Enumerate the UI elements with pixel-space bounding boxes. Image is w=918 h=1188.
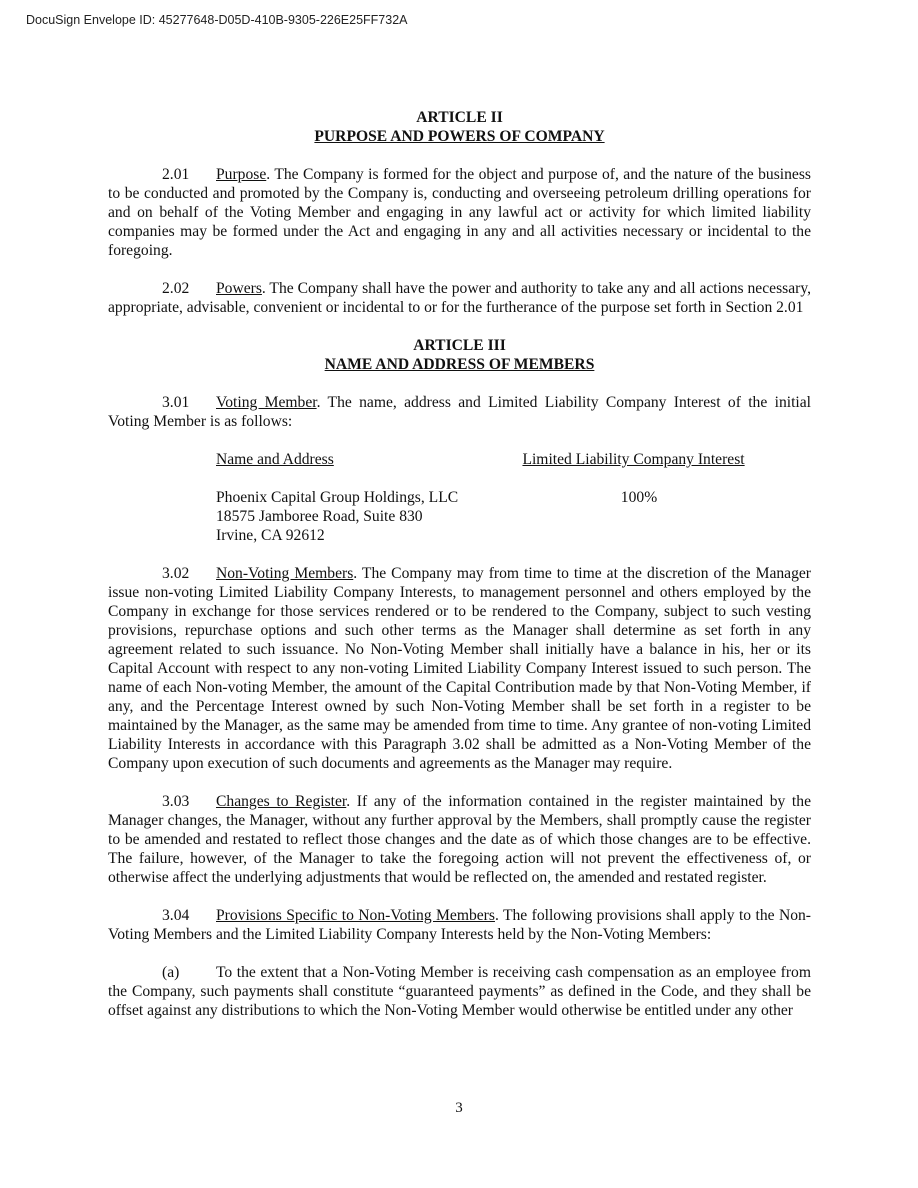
member-address-line2: Irvine, CA 92612 [216,527,325,544]
section-3-02: 3.02 Non-Voting Members. The Company may from time to time at the discretion of the Manager issue non-voting Limited Liability Company Interests, to management personnel and others employed by the Company in exchange for those services rendered or to be rendered to the Company, subject to such vesting provisions, repurchase options and such other terms as the Manager shall determine as set forth in any agreement related to such issuance. No Non-Voting Member shall initially have a balance in his, her or its Capital Account with respect to any non-voting Limited Liability Company Interest issued to such person. The name of each Non-voting Member, the amount of the Capital Contribution made by that Non-Voting Member, if any, and the Percentage Interest owned by such Non-Voting Member shall be set forth in a register to be maintained by the Manager, as the same may be amended from time to time. Any grantee of non-voting Limited Liability Interests in accordance with this Paragraph 3.02 shall be admitted as a Non-Voting Member of the Company upon execution of such documents and agreements as the Manager may require. [108,565,811,772]
col-name-header: Name and Address [216,451,334,468]
section-heading: Powers [216,280,262,297]
section-heading: Provisions Specific to Non-Voting Members [216,907,495,924]
section-3-04-a: (a) To the extent that a Non-Voting Member is receiving cash compensation as an employee from the Company, such payments shall constitute “guaranteed payments” as defined in the Code, and they shall be offset against any distributions to which the Non-Voting Member would otherwise be entitled under any other [108,964,811,1019]
document-page [108,108,811,1020]
member-row [216,488,811,507]
section-3-04: 3.04 Provisions Specific to Non-Voting Members. The following provisions shall apply to the Non-Voting Members and the Limited Liability Company Interests held by the Non-Voting Members: [108,907,811,943]
member-interest: 100% [620,489,658,506]
page-number: 3 [455,1100,463,1116]
article-iii-subtitle: NAME AND ADDRESS OF MEMBERS [324,356,595,373]
section-heading: Non-Voting Members [216,565,354,582]
article-ii-title: ARTICLE II [416,109,503,126]
member-address-line1: 18575 Jamboree Road, Suite 830 [216,508,423,525]
member-name: Phoenix Capital Group Holdings, LLC [216,489,459,506]
section-heading: Voting Member [216,394,317,411]
member-table [216,450,811,545]
member-table-header [216,450,811,469]
section-heading: Purpose [216,166,267,183]
section-2-02: 2.02 Powers. The Company shall have the power and authority to take any and all actions necessary, appropriate, advisable, convenient or incidental to or for the furtherance of the purpose set forth in Section 2.01 [108,280,811,316]
section-3-01: 3.01 Voting Member. The name, address and Limited Liability Company Interest of the initial Voting Member is as follows: [108,394,811,430]
section-2-01: 2.01 Purpose. The Company is formed for the object and purpose of, and the nature of the business to be conducted and promoted by the Company is, conducting and overseeing petroleum drilling operations for and on behalf of the Voting Member and engaging in any lawful act or activity for which limited liability companies may be formed under the Act and engaging in any and all activities necessary or incidental to the foregoing. [108,166,811,259]
article-iii-title: ARTICLE III [413,337,506,354]
article-ii-subtitle: PURPOSE AND POWERS OF COMPANY [314,128,605,145]
section-3-03: 3.03 Changes to Register. If any of the information contained in the register maintained by the Manager changes, the Manager, without any further approval by the Members, shall promptly cause the register to be amended and restated to reflect those changes and the date as of which those changes are to be effective. The failure, however, of the Manager to take the foregoing action will not prevent the effectiveness of, or otherwise affect the underlying adjustments that would be reflected on, the amended and restated register. [108,793,811,886]
envelope-id: DocuSign Envelope ID: 45277648-D05D-410B-9305-226E25FF732A [26,13,408,27]
section-heading: Changes to Register [216,793,347,810]
col-interest-header: Limited Liability Company Interest [522,451,745,468]
